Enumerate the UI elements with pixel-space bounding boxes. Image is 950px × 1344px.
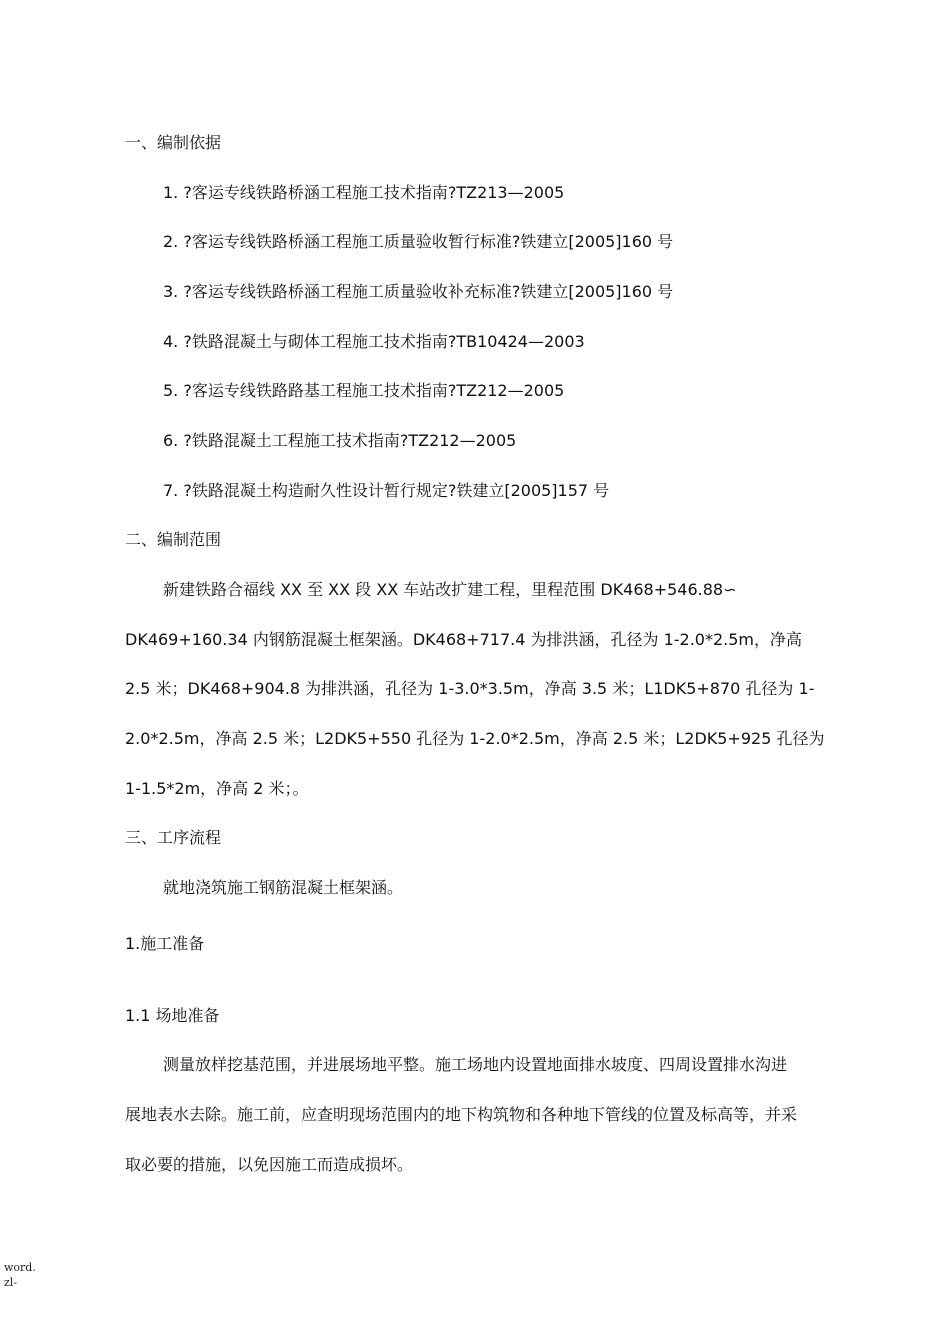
subsection-heading-site: 1.1 场地准备 [125, 1006, 220, 1025]
site-paragraph-line: 展地表水去除。施工前，应查明现场范围内的地下构筑物和各种地下管线的位置及标高等，并采 [125, 1105, 798, 1124]
scope-paragraph-line: 1-1.5*2m，净高 2 米；。 [125, 779, 309, 798]
basis-item: 5. ?客运专线铁路路基工程施工技术指南?TZ212—2005 [163, 381, 565, 400]
scope-paragraph-line: 2.5 米；DK468+904.8 为排洪涵，孔径为 1-3.0*3.5m，净高 3.5 米；L1DK5+870 孔径为 1- [125, 679, 815, 698]
process-paragraph: 就地浇筑施工钢筋混凝土框架涵。 [163, 878, 404, 897]
subsection-heading-prep: 1.施工准备 [125, 934, 205, 953]
basis-item: 7. ?铁路混凝土构造耐久性设计暂行规定?铁建立[2005]157 号 [163, 481, 610, 500]
footer-watermark-line: zl- [4, 1276, 18, 1289]
scope-paragraph-line: DK469+160.34 内钢筋混凝土框架涵。DK468+717.4 为排洪涵，孔径为 1-2.0*2.5m，净高 [125, 630, 802, 649]
basis-item: 3. ?客运专线铁路桥涵工程施工质量验收补充标准?铁建立[2005]160 号 [163, 282, 674, 301]
footer-watermark-line: word. [4, 1261, 36, 1274]
section-heading-basis: 一、编制依据 [125, 133, 222, 152]
section-heading-scope: 二、编制范围 [125, 530, 222, 549]
site-paragraph-line: 测量放样挖基范围，并进展场地平整。施工场地内设置地面排水坡度、四周设置排水沟进 [163, 1055, 788, 1074]
site-paragraph-line: 取必要的措施，以免因施工而造成损坏。 [125, 1155, 414, 1174]
basis-item: 6. ?铁路混凝土工程施工技术指南?TZ212—2005 [163, 431, 517, 450]
scope-paragraph-line: 2.0*2.5m，净高 2.5 米；L2DK5+550 孔径为 1-2.0*2.5m，净高 2.5 米；L2DK5+925 孔径为 [125, 729, 825, 748]
basis-item: 4. ?铁路混凝土与砌体工程施工技术指南?TB10424—2003 [163, 332, 585, 351]
section-heading-process: 三、工序流程 [125, 828, 222, 847]
scope-paragraph-line: 新建铁路合福线 XX 至 XX 段 XX 车站改扩建工程，里程范围 DK468+546.88∽ [163, 580, 737, 599]
basis-item: 1. ?客运专线铁路桥涵工程施工技术指南?TZ213—2005 [163, 183, 565, 202]
basis-item: 2. ?客运专线铁路桥涵工程施工质量验收暂行标准?铁建立[2005]160 号 [163, 232, 674, 251]
